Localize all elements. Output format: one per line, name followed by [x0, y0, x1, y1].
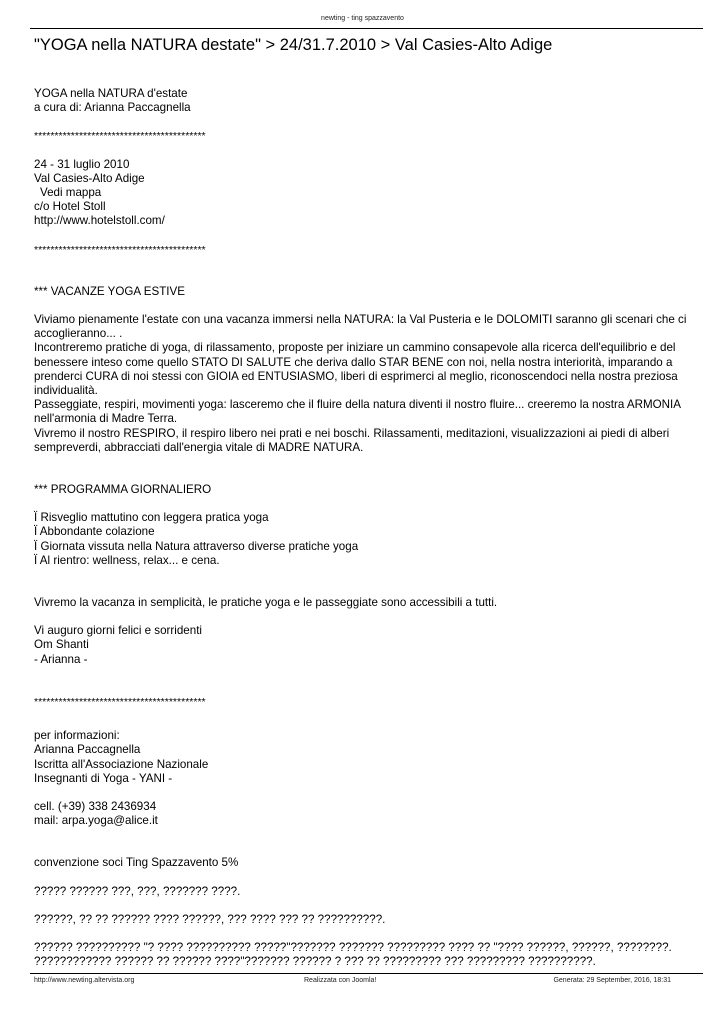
paragraph: Passeggiate, respiri, movimenti yoga: lasceremo che il fluire della natura diventi il nostro fluire... creeremo la nostra ARMONIA nell'armonia di Madre Terra. [34, 398, 681, 426]
intro-line: YOGA nella NATURA d'estate [34, 87, 188, 100]
hotel-url[interactable]: http://www.hotelstoll.com/ [34, 214, 165, 228]
paragraph: Vivremo il nostro RESPIRO, il respiro libero nei prati e nei boschi. Rilassamenti, meditazioni, visualizzazioni ai piedi di alberi sempreverdi, abbracciati dall'energia vitale di MADRE NATURA. [34, 426, 670, 454]
site-header: newting - ting spazzavento [321, 15, 404, 22]
separator: ****************************************** [34, 695, 206, 708]
contact-email[interactable]: mail: arpa.yoga@alice.it [34, 814, 158, 828]
contact-line: per informazioni: [34, 729, 120, 743]
closing-text: Vivremo la vacanza in semplicità, le pratiche yoga e le passeggiate sono accessibili a tutti. [34, 596, 498, 610]
footer-generated: Generata: 29 September, 2016, 18:31 [553, 977, 671, 984]
event-dates: 24 - 31 luglio 2010 [34, 157, 130, 171]
garbled-text: ????? ?????? ???, ???, ??????? ????. [34, 884, 241, 898]
article-body [34, 87, 689, 969]
page-title: "YOGA nella NATURA destate" > 24/31.7.2010 > Val Casies-Alto Adige [34, 36, 553, 54]
program-item: Ï Abbondante colazione [34, 525, 155, 539]
paragraph: Incontreremo pratiche di yoga, di rilassamento, proposte per iniziare un cammino consapevole alla ricerca dell'equilibrio e del benessere inteso come quello STATO DI SALUTE che deriva dallo STAR BENE con noi, nella nostra interiorità, imparando a prenderci CURA di noi stessi con GIOIA ed ENTUSIASMO, liberi di esprimerci al meglio, riconoscendoci nella nostra preziosa individualità. [34, 341, 678, 398]
event-venue: c/o Hotel Stoll [34, 200, 106, 214]
section-heading: *** VACANZE YOGA ESTIVE [34, 284, 185, 298]
program-item: Ï Risveglio mattutino con leggera pratica yoga [34, 511, 269, 525]
garbled-text: ??????, ?? ?? ?????? ???? ??????, ??? ???? ??? ?? ??????????. [34, 912, 386, 926]
event-details [34, 158, 689, 229]
map-link[interactable]: Vedi mappa [40, 186, 102, 200]
section-heading: *** PROGRAMMA GIORNALIERO [34, 483, 212, 497]
contact-line: Arianna Paccagnella [34, 743, 141, 757]
program-item: Ï Al rientro: wellness, relax... e cena. [34, 553, 220, 567]
paragraph: Viviamo pienamente l'estate con una vacanza immersi nella NATURA: la Val Pusteria e le DOLOMITI saranno gli scenari che ci accoglieranno... . [34, 313, 687, 341]
greeting-line: Vi auguro giorni felici e sorridenti [34, 624, 202, 638]
event-location: Val Casies-Alto Adige [34, 171, 145, 185]
intro-line: a cura di: Arianna Paccagnella [34, 101, 191, 115]
contact-line: Insegnanti di Yoga - YANI - [34, 771, 173, 785]
greeting-block [34, 624, 689, 667]
garbled-text: ?????? ?????????? "? ???? ?????????? ?????"??????? ??????? ????????? ???? ?? "???? ??????, ??????, ????????. ???????????? ?????? ?? ?????? ????"??????? ?????? ? ??? ?? ????????? ??? ????????? ??????????. [34, 940, 672, 969]
contact-block [34, 729, 689, 828]
footer-made-with: Realizzata con Joomla! [304, 977, 377, 984]
section-programma [34, 483, 689, 568]
intro-block [34, 87, 689, 115]
contact-line: Iscritta all'Associazione Nazionale [34, 757, 209, 771]
convention-text: convenzione soci Ting Spazzavento 5% [34, 856, 239, 870]
program-item: Ï Giornata vissuta nella Natura attraverso diverse pratiche yoga [34, 539, 359, 553]
header-rule [30, 28, 703, 29]
greeting-line: Om Shanti [34, 638, 89, 652]
greeting-line: - Arianna - [34, 652, 88, 666]
separator: ****************************************** [34, 130, 206, 143]
footer-url[interactable]: http://www.newting.altervista.org [34, 977, 135, 984]
contact-phone: cell. (+39) 338 2436934 [34, 799, 157, 813]
footer-rule [30, 973, 703, 974]
section-vacanze [34, 285, 689, 455]
separator: ****************************************** [34, 243, 206, 256]
